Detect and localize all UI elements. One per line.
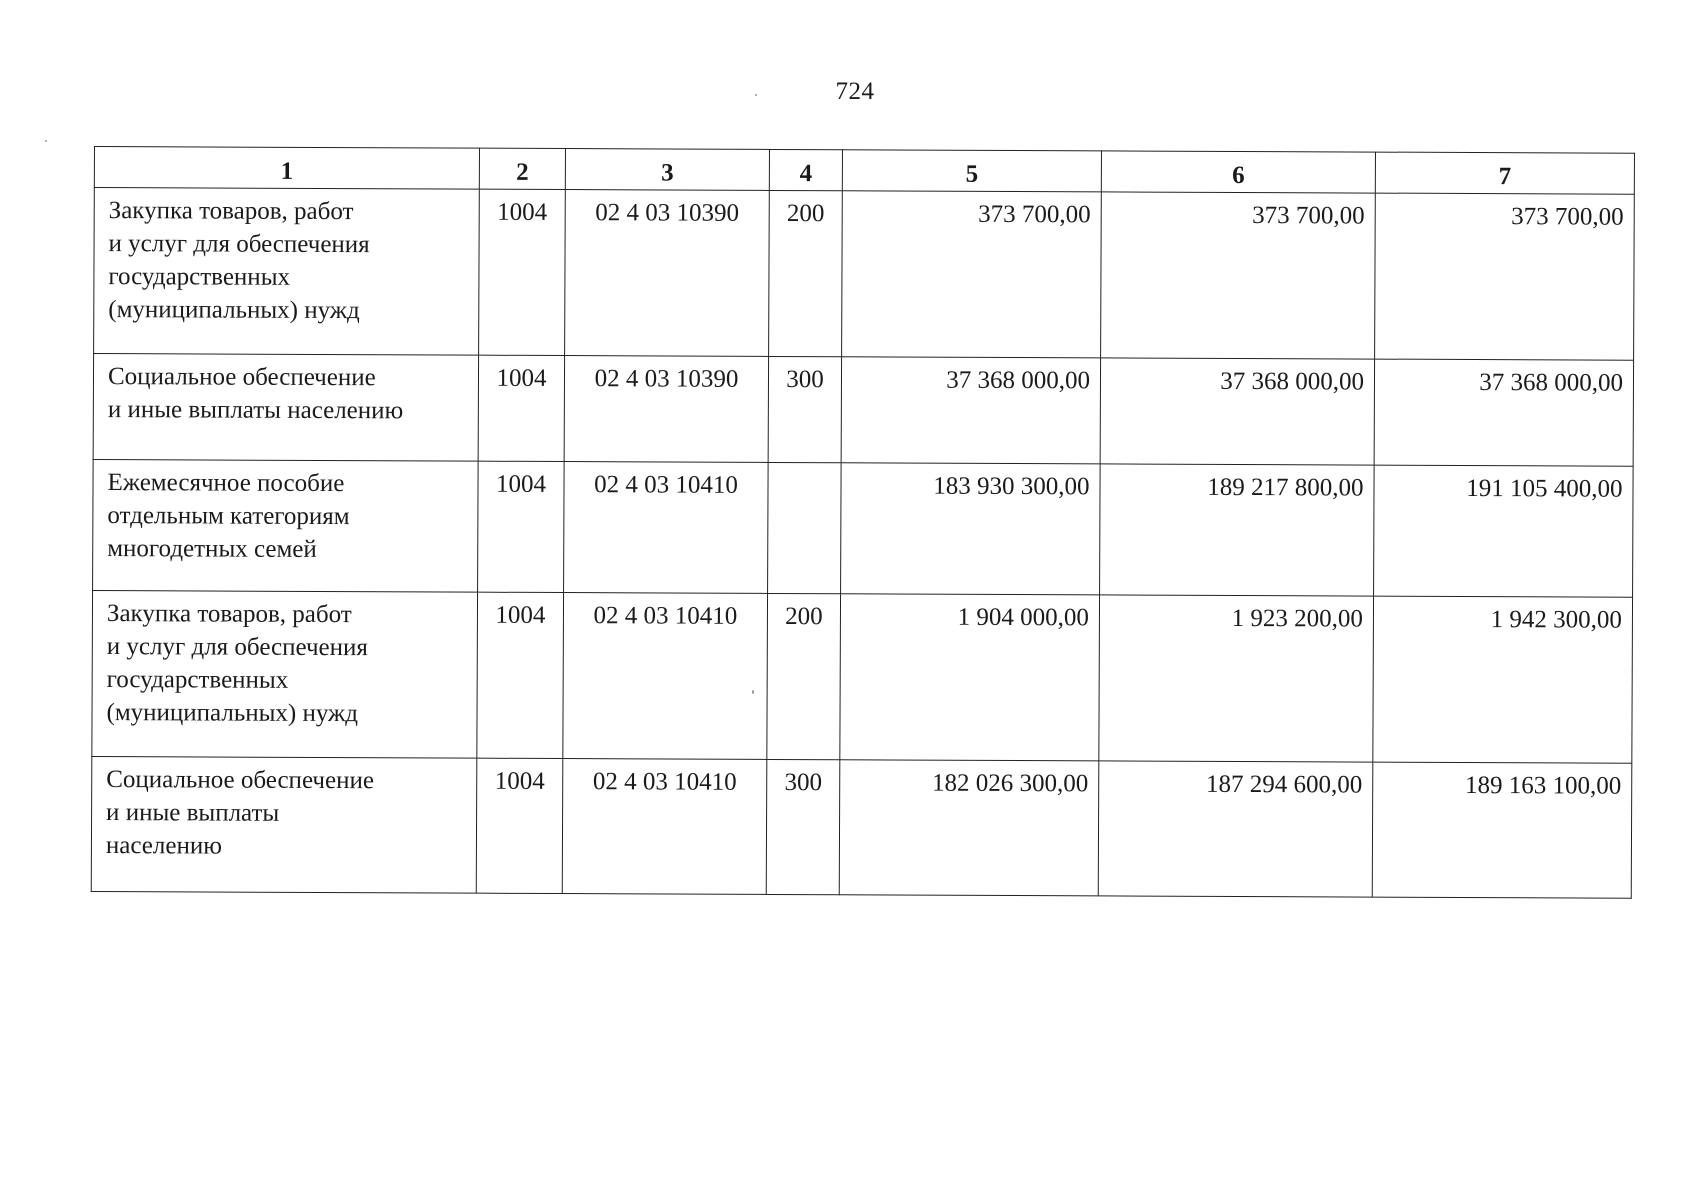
column-header-1: 1: [94, 147, 479, 190]
scan-speck: [755, 94, 757, 96]
section-code: 1004: [477, 592, 564, 758]
row-name: Закупка товаров, работ и услуг для обеспечения государственных (муниципальных) нужд: [106, 600, 369, 728]
scan-speck: [45, 140, 47, 142]
budget-table: [91, 146, 1635, 899]
table-row: [93, 354, 1633, 467]
table-row: [94, 188, 1635, 361]
expense-type-code: 300: [768, 356, 841, 462]
row-name: Ежемесячное пособие отдельным категориям многодетных семей: [107, 469, 350, 563]
column-header-6: 6: [1101, 151, 1375, 193]
row-name-cell: [93, 459, 479, 592]
row-name-cell: [94, 188, 480, 356]
amount-year-2: 187 294 600,00: [1098, 761, 1373, 897]
section-code: 1004: [476, 758, 563, 893]
expense-type-code: [768, 462, 842, 593]
column-header-7: 7: [1375, 152, 1634, 194]
row-name: Социальное обеспечение и иные выплаты населению: [107, 363, 404, 425]
target-article-code: 02 4 03 10410: [562, 759, 767, 895]
target-article-code: 02 4 03 10390: [565, 190, 770, 357]
row-name-cell: [91, 756, 477, 893]
section-code: 1004: [478, 355, 564, 461]
row-name-cell: [93, 354, 478, 462]
expense-type-code: 300: [766, 759, 840, 894]
column-header-2: 2: [479, 148, 565, 189]
page-number: 724: [835, 78, 875, 105]
amount-year-2: 189 217 800,00: [1100, 464, 1375, 596]
target-article-code: 02 4 03 10390: [564, 356, 768, 463]
amount-year-3: 37 368 000,00: [1374, 359, 1633, 466]
row-name: Социальное обеспечение и иные выплаты населению: [105, 766, 375, 860]
row-name-cell: [92, 590, 478, 758]
amount-year-2: 37 368 000,00: [1100, 358, 1374, 465]
header-row: [94, 147, 1634, 195]
amount-year-2: 373 700,00: [1101, 192, 1376, 359]
amount-year-3: 189 163 100,00: [1372, 762, 1632, 898]
column-header-4: 4: [769, 149, 842, 190]
amount-year-3: 373 700,00: [1375, 193, 1635, 360]
section-code: 1004: [478, 461, 565, 592]
expense-type-code: 200: [769, 190, 843, 356]
amount-year-1: 182 026 300,00: [839, 760, 1099, 896]
scan-speck: [752, 690, 754, 694]
amount-year-1: 373 700,00: [842, 191, 1102, 358]
column-header-5: 5: [842, 150, 1101, 192]
section-code: 1004: [479, 189, 566, 355]
expense-type-code: 200: [767, 593, 841, 759]
table-row: [91, 756, 1632, 898]
amount-year-1: 1 904 000,00: [840, 594, 1100, 761]
amount-year-1: 183 930 300,00: [841, 463, 1101, 595]
target-article-code: 02 4 03 10410: [564, 462, 769, 594]
amount-year-2: 1 923 200,00: [1099, 595, 1374, 762]
amount-year-3: 1 942 300,00: [1373, 596, 1633, 763]
target-article-code: 02 4 03 10410: [563, 593, 768, 760]
amount-year-1: 37 368 000,00: [841, 357, 1100, 464]
table-row: [93, 459, 1634, 597]
amount-year-3: 191 105 400,00: [1374, 465, 1634, 597]
row-name: Закупка товаров, работ и услуг для обеспечения государственных (муниципальных) нужд: [108, 197, 370, 325]
column-header-3: 3: [565, 149, 769, 191]
table-row: [92, 590, 1633, 763]
